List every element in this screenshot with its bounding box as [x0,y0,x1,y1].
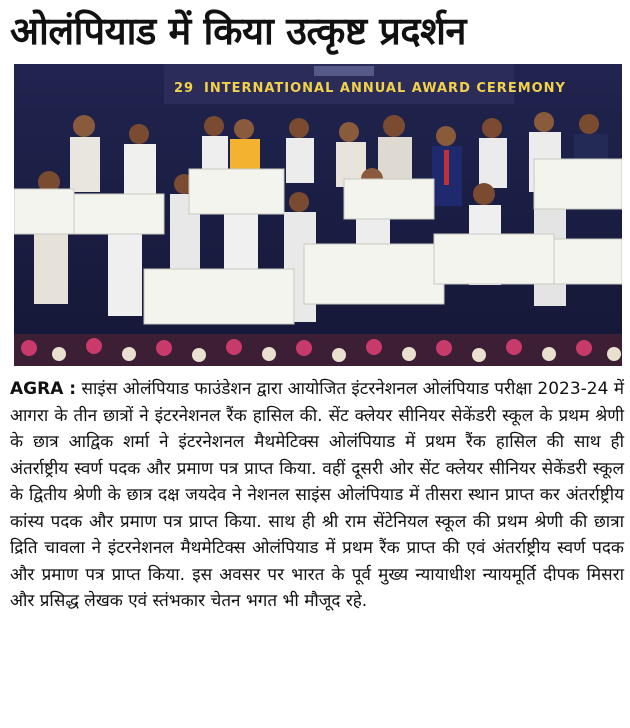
headline: ओलंपियाड में किया उत्कृष्ट प्रदर्शन [10,9,467,53]
article-text: साइंस ओलंपियाड फाउंडेशन द्वारा आयोजित इंटरनेशनल ओलंपियाड परीक्षा 2023-24 में आगरा के तीन छात्रों ने इंटरनेशनल रैंक हासिल की. सेंट क्लेयर सीनियर सेकेंडरी स्कूल के प्रथम श्रेणी के छात्र आद्विक शर्मा ने इंटरनेशनल मैथमेटिक्स ओलंपियाड में प्रथम रैंक हासिल की साथ ही अंतर्राष्ट्रीय स्वर्ण पदक और प्रमाण पत्र प्राप्त किया. वहीं दूसरी ओर सेंट क्लेयर सीनियर सेकेंडरी स्कूल के द्वितीय श्रेणी के छात्र दक्ष जयदेव ने नेशनल साइंस ओलंपियाड में तीसरा स्थान प्राप्त कर अंतर्राष्ट्रीय कांस्य पदक और प्रमाण पत्र प्राप्त किया. साथ ही श्री राम सेंटेनियल स्कूल की प्रथम श्रेणी की छात्रा द्रिति चावला ने इंटरनेशनल मैथमेटिक्स ओलंपियाड में प्रथम रैंक प्राप्त की एवं अंतर्राष्ट्रीय स्वर्ण पदक और प्रमाण पत्र प्राप्त किया. इस अवसर पर भारत के पूर्व मुख्य न्यायाधीश न्यायमूर्ति दीपक मिसरा और प्रसिद्ध लेखक एवं स्तंभकार चेतन भगत भी मौजूद रहे. [10,379,625,611]
flower-border [14,334,622,366]
banner-text: INTERNATIONAL ANNUAL AWARD CEREMONY [204,81,566,96]
article-body [10,376,624,615]
banner-number: 29 [174,81,195,96]
dateline: AGRA : [10,379,77,399]
award-ceremony-photo [14,64,622,366]
